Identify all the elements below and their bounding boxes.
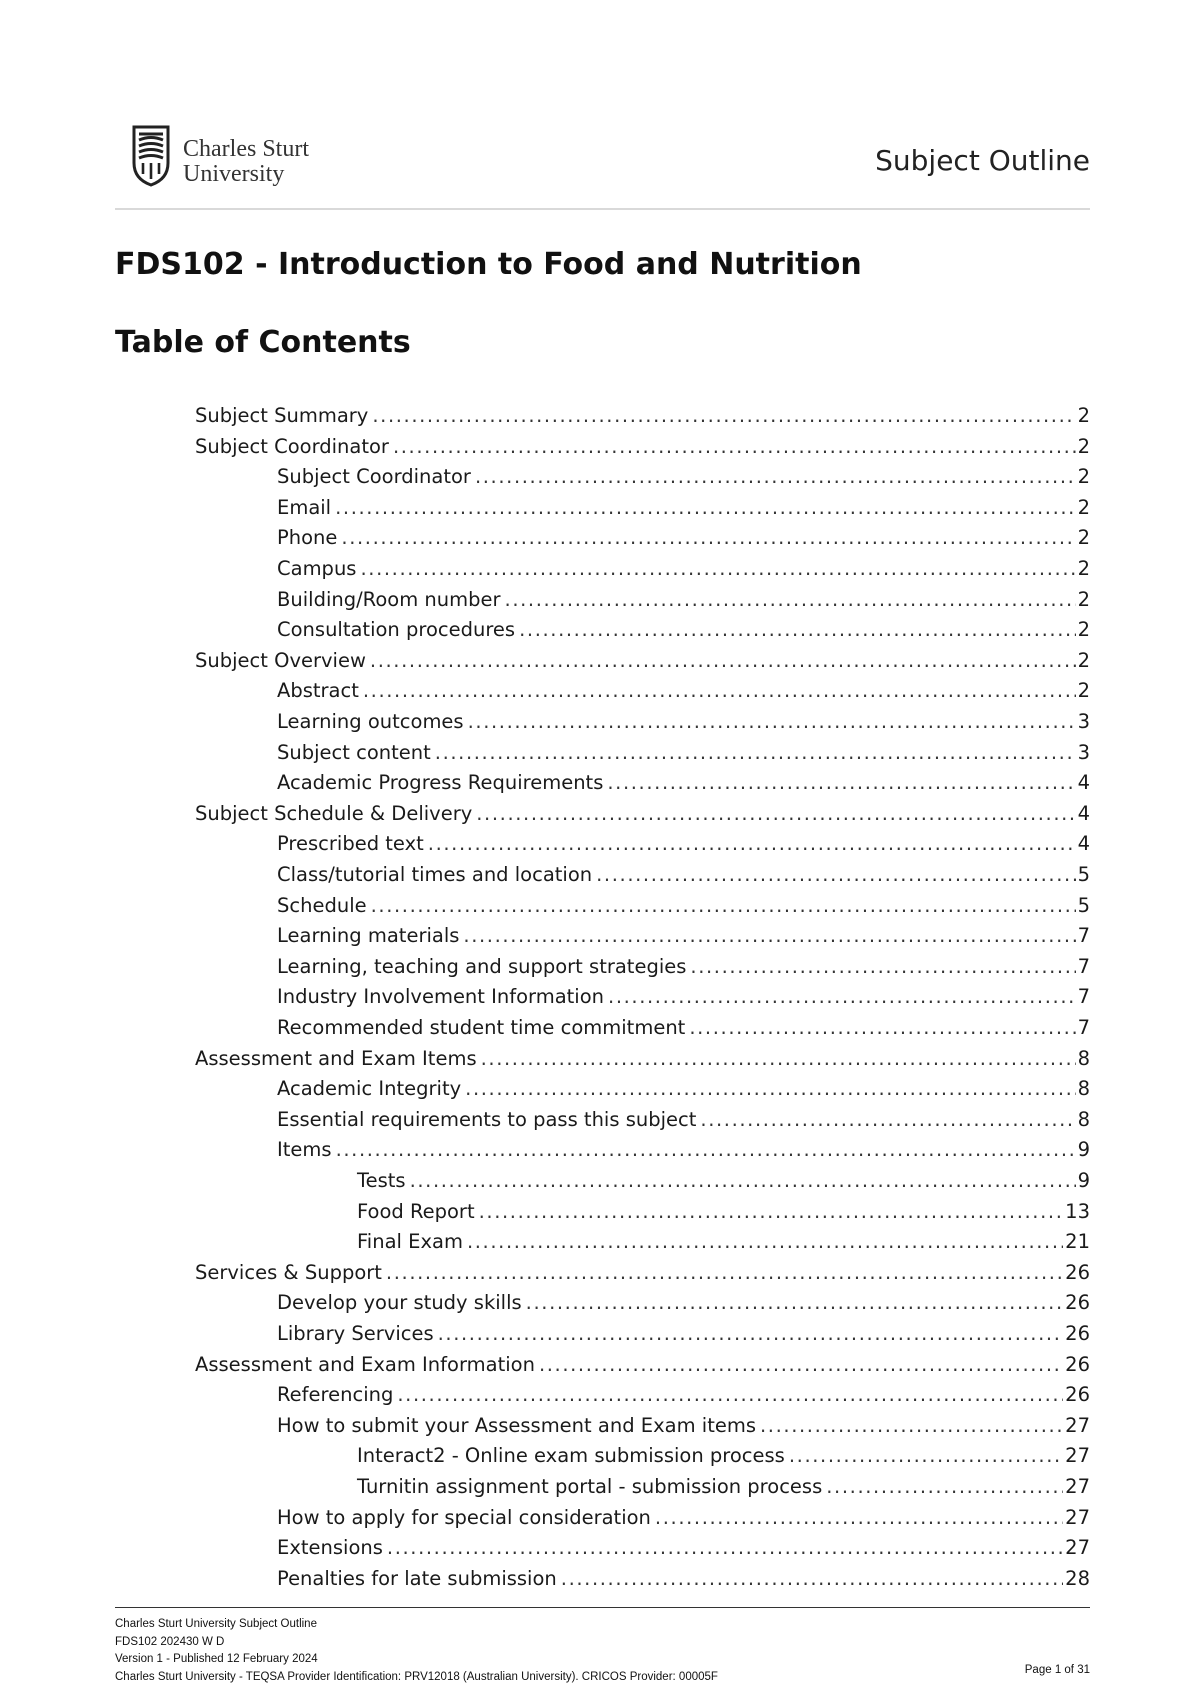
- toc-dot-leader: [760, 1411, 1063, 1441]
- toc-dot-leader: [360, 554, 1075, 584]
- toc-entry-page: 2: [1077, 618, 1090, 642]
- toc-entry-title: Academic Integrity: [277, 1077, 462, 1101]
- toc-entry[interactable]: [277, 1564, 1090, 1594]
- toc-entry-page: 7: [1077, 985, 1090, 1009]
- toc-dot-leader: [370, 646, 1076, 676]
- toc-entry-page: 2: [1077, 495, 1090, 519]
- toc-dot-leader: [468, 707, 1076, 737]
- toc-entry-title: How to apply for special consideration: [277, 1505, 651, 1529]
- toc-entry-title: Items: [277, 1138, 332, 1162]
- toc-dot-leader: [336, 1135, 1076, 1165]
- toc-entry-title: Class/tutorial times and location: [277, 863, 593, 886]
- toc-entry-title: Phone: [277, 526, 338, 550]
- university-crest-icon: [132, 125, 170, 187]
- toc-dot-leader: [393, 432, 1076, 462]
- toc-entry-page: 28: [1065, 1566, 1090, 1590]
- toc-entry-title: Prescribed text: [277, 832, 424, 856]
- toc-dot-leader: [363, 676, 1076, 706]
- toc-entry-page: 4: [1077, 771, 1090, 795]
- toc-dot-leader: [428, 829, 1076, 859]
- toc-entry-title: Final Exam: [357, 1230, 463, 1254]
- toc-entry-page: 26: [1065, 1383, 1090, 1407]
- toc-entry-page: 4: [1077, 832, 1090, 856]
- toc-entry[interactable]: [277, 1380, 1090, 1410]
- toc-dot-leader: [475, 462, 1076, 492]
- toc-entry[interactable]: [277, 707, 1090, 737]
- toc-entry[interactable]: [277, 1105, 1090, 1135]
- toc-dot-leader: [386, 1258, 1063, 1288]
- toc-dot-leader: [435, 738, 1076, 768]
- toc-entry-page: 27: [1065, 1536, 1090, 1560]
- toc-entry-page: 2: [1077, 679, 1090, 703]
- toc-entry-title: Consultation procedures: [277, 618, 516, 642]
- toc-entry[interactable]: [277, 1013, 1090, 1043]
- toc-entry-page: 27: [1065, 1444, 1090, 1468]
- toc-dot-leader: [505, 585, 1076, 615]
- toc-entry-title: Recommended student time commitment: [277, 1016, 686, 1039]
- toc-entry[interactable]: [277, 952, 1090, 982]
- toc-entry-title: Academic Progress Requirements: [277, 771, 604, 795]
- toc-entry-page: 8: [1077, 1107, 1090, 1131]
- toc-entry[interactable]: [195, 1350, 1090, 1380]
- toc-entry[interactable]: [277, 615, 1090, 645]
- toc-dot-leader: [335, 493, 1075, 523]
- toc-entry-title: Campus: [277, 557, 357, 580]
- toc-entry-page: 2: [1077, 465, 1090, 489]
- toc-entry[interactable]: [277, 768, 1090, 798]
- toc-entry-title: How to submit your Assessment and Exam items: [277, 1413, 756, 1437]
- toc-entry[interactable]: [277, 1411, 1090, 1441]
- university-logo: [132, 125, 309, 195]
- toc-dot-leader: [371, 891, 1076, 921]
- toc-entry[interactable]: [357, 1227, 1090, 1257]
- page-number: Page 1 of 31: [1024, 1664, 1090, 1676]
- toc-entry-page: 4: [1077, 801, 1090, 825]
- toc-entry[interactable]: [277, 1533, 1090, 1563]
- toc-entry-page: 13: [1065, 1199, 1090, 1223]
- toc-entry[interactable]: [277, 554, 1090, 584]
- toc-entry-title: Services & Support: [195, 1260, 382, 1284]
- toc-entry-page: 27: [1065, 1505, 1090, 1529]
- toc-dot-leader: [608, 982, 1076, 1012]
- toc-entry[interactable]: [195, 799, 1090, 829]
- toc-entry-title: Email: [277, 495, 332, 519]
- toc-entry[interactable]: [277, 676, 1090, 706]
- toc-entry[interactable]: [277, 585, 1090, 615]
- toc-entry-page: 8: [1077, 1077, 1090, 1101]
- logo-line-2: University: [183, 161, 285, 187]
- toc-entry[interactable]: [277, 738, 1090, 768]
- toc-entry-page: 7: [1077, 1016, 1090, 1039]
- toc-entry-page: 2: [1077, 434, 1090, 458]
- toc-dot-leader: [689, 1013, 1075, 1043]
- toc-dot-leader: [690, 952, 1075, 982]
- logo-wordmark: [183, 137, 309, 187]
- toc-dot-leader: [596, 860, 1075, 890]
- toc-entry-page: 7: [1077, 924, 1090, 948]
- toc-entry[interactable]: [277, 860, 1090, 890]
- toc-dot-leader: [397, 1380, 1063, 1410]
- toc-entry-title: Develop your study skills: [277, 1291, 522, 1315]
- toc-entry-title: Assessment and Exam Items: [195, 1046, 477, 1070]
- toc-entry-title: Penalties for late submission: [277, 1566, 557, 1590]
- toc-entry[interactable]: [195, 1258, 1090, 1288]
- toc-entry-page: 9: [1077, 1169, 1090, 1192]
- toc-entry[interactable]: [277, 921, 1090, 951]
- toc-entry-title: Subject Summary: [195, 404, 369, 427]
- toc-entry-page: 27: [1065, 1413, 1090, 1437]
- toc-dot-leader: [387, 1533, 1063, 1563]
- toc-entry-page: 7: [1077, 954, 1090, 978]
- toc-entry[interactable]: [195, 401, 1090, 431]
- toc-entry-title: Building/Room number: [277, 587, 501, 611]
- toc-entry-title: Tests: [357, 1169, 406, 1192]
- toc-entry-title: Subject Coordinator: [277, 465, 471, 489]
- toc-entry[interactable]: [357, 1441, 1090, 1471]
- toc-dot-leader: [410, 1166, 1076, 1196]
- footer-line-3: Version 1 - Published 12 February 2024: [115, 1653, 318, 1665]
- toc-entry-title: Subject Overview: [195, 648, 366, 672]
- toc-entry[interactable]: [277, 462, 1090, 492]
- toc-entry-page: 5: [1077, 893, 1090, 917]
- toc-entry-title: Referencing: [277, 1383, 394, 1407]
- toc-entry[interactable]: [277, 829, 1090, 859]
- toc-entry-title: Learning outcomes: [277, 710, 464, 733]
- toc-dot-leader: [341, 523, 1075, 553]
- toc-entry-page: 2: [1077, 526, 1090, 550]
- toc-entry[interactable]: [195, 1044, 1090, 1074]
- toc-entry-title: Library Services: [277, 1322, 434, 1345]
- toc-entry-title: Food Report: [357, 1199, 475, 1223]
- toc-entry-title: Extensions: [277, 1536, 383, 1560]
- toc-dot-leader: [789, 1441, 1063, 1471]
- toc-entry-page: 5: [1077, 863, 1090, 886]
- toc-entry[interactable]: [277, 982, 1090, 1012]
- toc-entry-title: Interact2 - Online exam submission process: [357, 1444, 785, 1468]
- page-header: [115, 120, 1090, 210]
- page-footer: [115, 1607, 1090, 1686]
- footer-line-1: Charles Sturt University Subject Outline: [115, 1618, 317, 1630]
- toc-entry-title: Learning, teaching and support strategies: [277, 954, 687, 978]
- toc-entry-page: 2: [1077, 648, 1090, 672]
- toc-entry-title: Abstract: [277, 679, 359, 703]
- document-type-label: Subject Outline: [875, 144, 1090, 177]
- toc-entry-title: Schedule: [277, 893, 367, 917]
- toc-dot-leader: [465, 1074, 1075, 1104]
- toc-entry[interactable]: [277, 1074, 1090, 1104]
- toc-entry-title: Subject content: [277, 740, 431, 764]
- toc-entry-page: 21: [1065, 1230, 1090, 1254]
- logo-line-1: Charles Sturt: [183, 136, 309, 162]
- toc-dot-leader: [561, 1564, 1063, 1594]
- toc-dot-leader: [479, 1197, 1064, 1227]
- toc-entry[interactable]: [277, 523, 1090, 553]
- toc-dot-leader: [539, 1350, 1063, 1380]
- toc-entry-title: Essential requirements to pass this subject: [277, 1107, 697, 1131]
- toc-entry-page: 26: [1065, 1322, 1090, 1345]
- toc-dot-leader: [700, 1105, 1075, 1135]
- toc-entry-page: 9: [1077, 1138, 1090, 1162]
- toc-entry-page: 26: [1065, 1352, 1090, 1376]
- toc-dot-leader: [463, 921, 1075, 951]
- toc-entry-page: 26: [1065, 1291, 1090, 1315]
- toc-entry[interactable]: [277, 1135, 1090, 1165]
- toc-entry-page: 3: [1077, 740, 1090, 764]
- toc-dot-leader: [467, 1227, 1063, 1257]
- toc-entry-title: Turnitin assignment portal - submission process: [357, 1475, 823, 1498]
- toc-entry-title: Learning materials: [277, 924, 460, 948]
- toc-dot-leader: [438, 1319, 1064, 1349]
- toc-entry[interactable]: [277, 1503, 1090, 1533]
- footer-line-2: FDS102 202430 W D: [115, 1635, 225, 1648]
- toc-entry[interactable]: [357, 1472, 1090, 1502]
- toc-entry[interactable]: [357, 1197, 1090, 1227]
- toc-entry[interactable]: [195, 432, 1090, 462]
- toc-entry-page: 2: [1077, 557, 1090, 580]
- toc-heading: Table of Contents: [115, 325, 411, 360]
- toc-dot-leader: [826, 1472, 1063, 1502]
- toc-entry[interactable]: [277, 891, 1090, 921]
- toc-entry[interactable]: [357, 1166, 1090, 1196]
- toc-entry[interactable]: [277, 1288, 1090, 1318]
- footer-line-4: Charles Sturt University - TEQSA Provider Identification: PRV12018 (Australian University). CRICOS Provider: 00005F: [115, 1670, 718, 1683]
- toc-entry-title: Subject Schedule & Delivery: [195, 801, 473, 825]
- toc-entry-page: 27: [1065, 1475, 1090, 1498]
- toc-entry-page: 2: [1077, 587, 1090, 611]
- toc-entry[interactable]: [195, 646, 1090, 676]
- toc-dot-leader: [372, 401, 1075, 431]
- toc-entry-title: Assessment and Exam Information: [195, 1352, 535, 1376]
- toc-dot-leader: [526, 1288, 1064, 1318]
- toc-entry-title: Industry Involvement Information: [277, 985, 605, 1009]
- toc-entry-page: 8: [1077, 1046, 1090, 1070]
- toc-dot-leader: [519, 615, 1075, 645]
- toc-entry-page: 26: [1065, 1260, 1090, 1284]
- toc-entry-title: Subject Coordinator: [195, 434, 389, 458]
- toc-entry-page: 2: [1077, 404, 1090, 427]
- toc-dot-leader: [476, 799, 1075, 829]
- toc-entry[interactable]: [277, 1319, 1090, 1349]
- toc-entry[interactable]: [277, 493, 1090, 523]
- toc-entry-page: 3: [1077, 710, 1090, 733]
- toc-dot-leader: [481, 1044, 1076, 1074]
- subject-title: FDS102 - Introduction to Food and Nutrition: [115, 247, 862, 282]
- toc-dot-leader: [607, 768, 1075, 798]
- toc-dot-leader: [655, 1503, 1063, 1533]
